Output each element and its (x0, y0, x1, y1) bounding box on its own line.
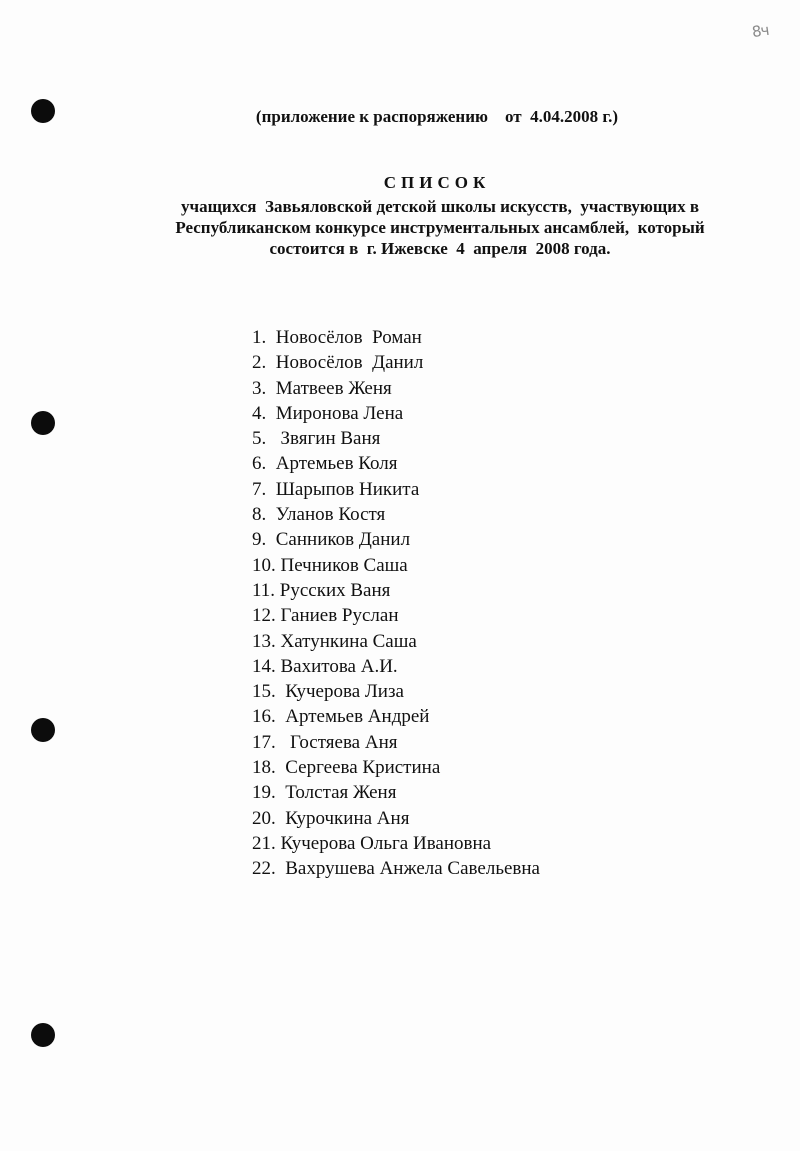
list-item: 13. Хатункина Саша (252, 630, 417, 652)
list-item: 11. Русских Ваня (252, 579, 391, 601)
list-item: 15. Кучерова Лиза (252, 681, 404, 703)
list-item: 12. Ганиев Руслан (252, 605, 399, 627)
list-item: 21. Кучерова Ольга Ивановна (252, 832, 492, 854)
list-item: 17. Гостяева Аня (252, 731, 398, 753)
subtitle-line: учащихся Завьяловской детской школы искусств, участвующих в (180, 197, 699, 216)
list-item: 20. Курочкина Аня (252, 807, 410, 829)
list-item: 1. Новосёлов Роман (252, 327, 422, 348)
handwritten-mark: 8ч (750, 20, 770, 42)
list-item: 5. Звягин Ваня (252, 428, 381, 450)
punch-hole (31, 411, 55, 435)
list-item: 19. Толстая Женя (252, 782, 397, 804)
list-item: 2. Новосёлов Данил (252, 352, 424, 374)
attachment-note: (приложение к распоряжению от 4.04.2008 г.) (255, 107, 619, 126)
list-item: 3. Матвеев Женя (252, 377, 392, 399)
list-item: 22. Вахрушева Анжела Савельевна (252, 858, 540, 880)
document-subtitle (130, 196, 750, 259)
subtitle-line: состоится в г. Ижевске 4 апреля 2008 года. (269, 239, 611, 258)
subtitle-line: Республиканском конкурсе инструментальных ансамблей, который (175, 218, 705, 237)
participant-list (252, 325, 540, 882)
document-heading: СПИСОК (383, 173, 491, 192)
list-item: 7. Шарыпов Никита (252, 478, 420, 500)
list-item: 8. Уланов Костя (252, 504, 386, 526)
list-item: 10. Печников Саша (252, 554, 408, 576)
list-item: 14. Вахитова А.И. (252, 655, 398, 677)
punch-hole (31, 1023, 55, 1047)
list-item: 18. Сергеева Кристина (252, 757, 441, 779)
list-item: 4. Миронова Лена (252, 402, 404, 424)
list-item: 6. Артемьев Коля (252, 453, 398, 475)
punch-hole (31, 718, 55, 742)
list-item: 16. Артемьев Андрей (252, 706, 430, 728)
list-item: 9. Санников Данил (252, 529, 411, 551)
